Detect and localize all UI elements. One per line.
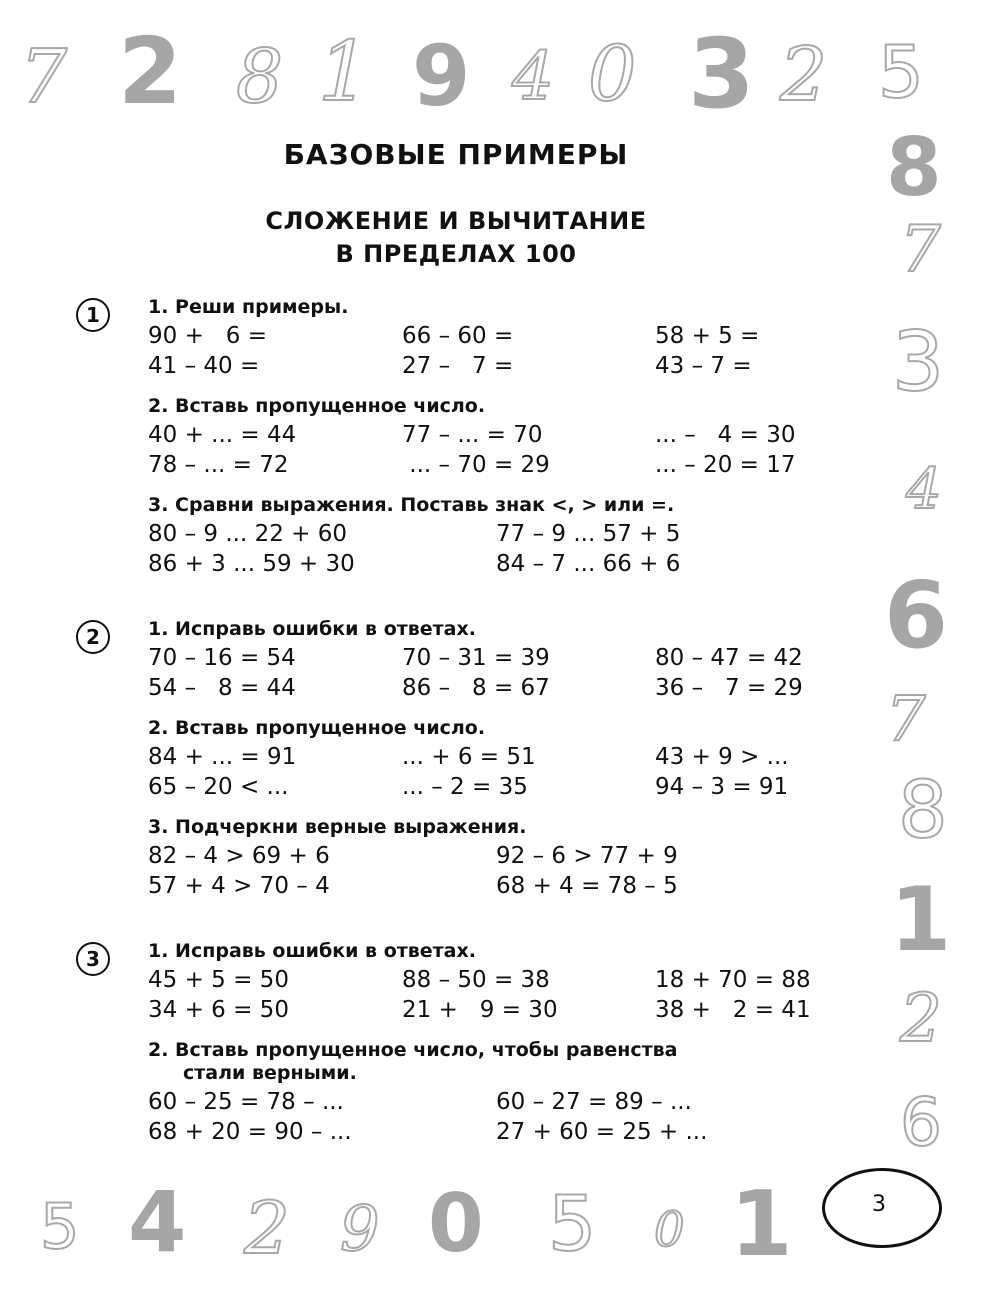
page-subtitle	[0, 205, 912, 271]
task-2-2	[148, 717, 789, 802]
example: 80 – 9 ... 22 + 60	[148, 521, 348, 547]
task-1-1	[148, 296, 760, 381]
example: 88 – 50 = 38	[402, 967, 550, 993]
example-row	[148, 673, 803, 703]
section-number-badge: 3	[76, 942, 110, 976]
example: 27 – 7 =	[402, 353, 514, 379]
example: 77 – 9 ... 57 + 5	[496, 521, 681, 547]
task-title: 2. Вставь пропущенное число.	[148, 395, 486, 417]
example: 27 + 60 = 25 + ...	[496, 1119, 708, 1145]
example: 66 – 60 =	[402, 323, 514, 349]
task-title-line: стали верными.	[183, 1062, 357, 1084]
example: ... – 70 = 29	[402, 452, 550, 478]
decor-digit: 0	[428, 1177, 484, 1270]
example-row	[148, 549, 681, 579]
task-1-3	[148, 494, 681, 579]
decor-digit: 2	[780, 32, 828, 118]
example-row	[148, 1117, 708, 1147]
example: 70 – 16 = 54	[148, 645, 296, 671]
decor-digit: 2	[118, 18, 183, 125]
decor-digit: 6	[884, 562, 949, 669]
decor-digit: 1	[890, 868, 952, 971]
decor-digit: 2	[900, 980, 942, 1057]
task-3-2	[148, 1039, 708, 1147]
task-title: 3. Подчеркни верные выражения.	[148, 816, 527, 838]
task-title	[148, 1039, 677, 1085]
example: 54 – 8 = 44	[148, 675, 296, 701]
task-3-1	[148, 940, 811, 1025]
task-1-2	[148, 395, 796, 480]
example: 68 + 20 = 90 – ...	[148, 1119, 352, 1145]
task-title: 1. Реши примеры.	[148, 296, 349, 318]
example-row	[148, 351, 752, 381]
decor-digit: 0	[654, 1202, 685, 1258]
example-row	[148, 742, 789, 772]
decor-digit: 7	[886, 682, 926, 755]
example: ... + 6 = 51	[402, 744, 536, 770]
example: 94 – 3 = 91	[655, 774, 789, 800]
page-title: БАЗОВЫЕ ПРИМЕРЫ	[283, 138, 629, 171]
subtitle-line: В ПРЕДЕЛАХ 100	[335, 240, 577, 268]
example: ... – 20 = 17	[655, 452, 796, 478]
example: 78 – ... = 72	[148, 452, 289, 478]
decor-digit: 8	[898, 766, 948, 856]
example-row	[148, 321, 760, 351]
example: 86 + 3 ... 59 + 30	[148, 551, 355, 577]
example: 34 + 6 = 50	[148, 997, 289, 1023]
example: 68 + 4 = 78 – 5	[496, 873, 678, 899]
decor-digit: 4	[128, 1173, 187, 1271]
example-row	[148, 420, 796, 450]
example: 45 + 5 = 50	[148, 967, 289, 993]
example: 86 – 8 = 67	[402, 675, 550, 701]
example: 90 + 6 =	[148, 323, 267, 349]
example: 57 + 4 > 70 – 4	[148, 873, 330, 899]
section-number-badge: 1	[76, 298, 110, 332]
task-2-1	[148, 618, 803, 703]
task-title: 1. Исправь ошибки в ответах.	[148, 940, 476, 962]
decor-digit: 9	[412, 27, 471, 125]
decor-digit: 4	[512, 38, 554, 115]
example: ... – 4 = 30	[655, 422, 796, 448]
decor-digit: 3	[688, 18, 755, 130]
decor-digit: 7	[20, 34, 68, 120]
subtitle-line: СЛОЖЕНИЕ И ВЫЧИТАНИЕ	[265, 207, 647, 235]
decor-digit: 5	[548, 1179, 597, 1268]
decor-digit: 5	[40, 1190, 80, 1263]
example: 40 + ... = 44	[148, 422, 297, 448]
example-row	[148, 643, 803, 673]
section-number-badge: 2	[76, 620, 110, 654]
example: 70 – 31 = 39	[402, 645, 550, 671]
example-row	[148, 1087, 692, 1117]
decor-digit: 4	[906, 457, 942, 522]
example-row	[148, 965, 811, 995]
example: 92 – 6 > 77 + 9	[496, 843, 678, 869]
example: 43 + 9 > ...	[655, 744, 789, 770]
decor-digit: 7	[900, 213, 941, 287]
decor-digit: 1	[730, 1172, 793, 1277]
example: 43 – 7 =	[655, 353, 752, 379]
task-title-line: 2. Вставь пропущенное число, чтобы равенства	[148, 1039, 678, 1061]
example: 84 – 7 ... 66 + 6	[496, 551, 681, 577]
example-row	[148, 871, 678, 901]
example: 65 – 20 < ...	[148, 774, 289, 800]
decor-digit: 5	[878, 30, 924, 114]
example-row	[148, 772, 789, 802]
decor-digit: 1	[318, 25, 371, 120]
example-row	[148, 995, 811, 1025]
decor-digit: 3	[892, 315, 945, 410]
example: 80 – 47 = 42	[655, 645, 803, 671]
task-2-3	[148, 816, 678, 901]
example: 41 – 40 =	[148, 353, 260, 379]
example: 60 – 25 = 78 – ...	[148, 1089, 344, 1115]
example: 38 + 2 = 41	[655, 997, 811, 1023]
section-3	[148, 940, 811, 1147]
page-number: 3	[872, 1192, 886, 1217]
decor-digit: 8	[236, 34, 284, 120]
example-row	[148, 519, 681, 549]
decor-digit: 6	[900, 1084, 942, 1161]
decor-digit: 9	[340, 1192, 380, 1265]
section-2	[148, 618, 803, 901]
task-title: 1. Исправь ошибки в ответах.	[148, 618, 476, 640]
example: 36 – 7 = 29	[655, 675, 803, 701]
example: 18 + 70 = 88	[655, 967, 811, 993]
section-1	[148, 296, 796, 579]
decor-digit: 2	[244, 1186, 290, 1270]
decor-digit: 0	[588, 29, 637, 118]
task-title: 3. Сравни выражения. Поставь знак <, > или =.	[148, 494, 675, 516]
decor-digit: 8	[886, 121, 942, 214]
example: 21 + 9 = 30	[402, 997, 558, 1023]
example: 84 + ... = 91	[148, 744, 297, 770]
task-title: 2. Вставь пропущенное число.	[148, 717, 486, 739]
example-row	[148, 450, 796, 480]
example: ... – 2 = 35	[402, 774, 528, 800]
example: 60 – 27 = 89 – ...	[496, 1089, 692, 1115]
example: 77 – ... = 70	[402, 422, 543, 448]
example-row	[148, 841, 678, 871]
example: 82 – 4 > 69 + 6	[148, 843, 330, 869]
example: 58 + 5 =	[655, 323, 760, 349]
